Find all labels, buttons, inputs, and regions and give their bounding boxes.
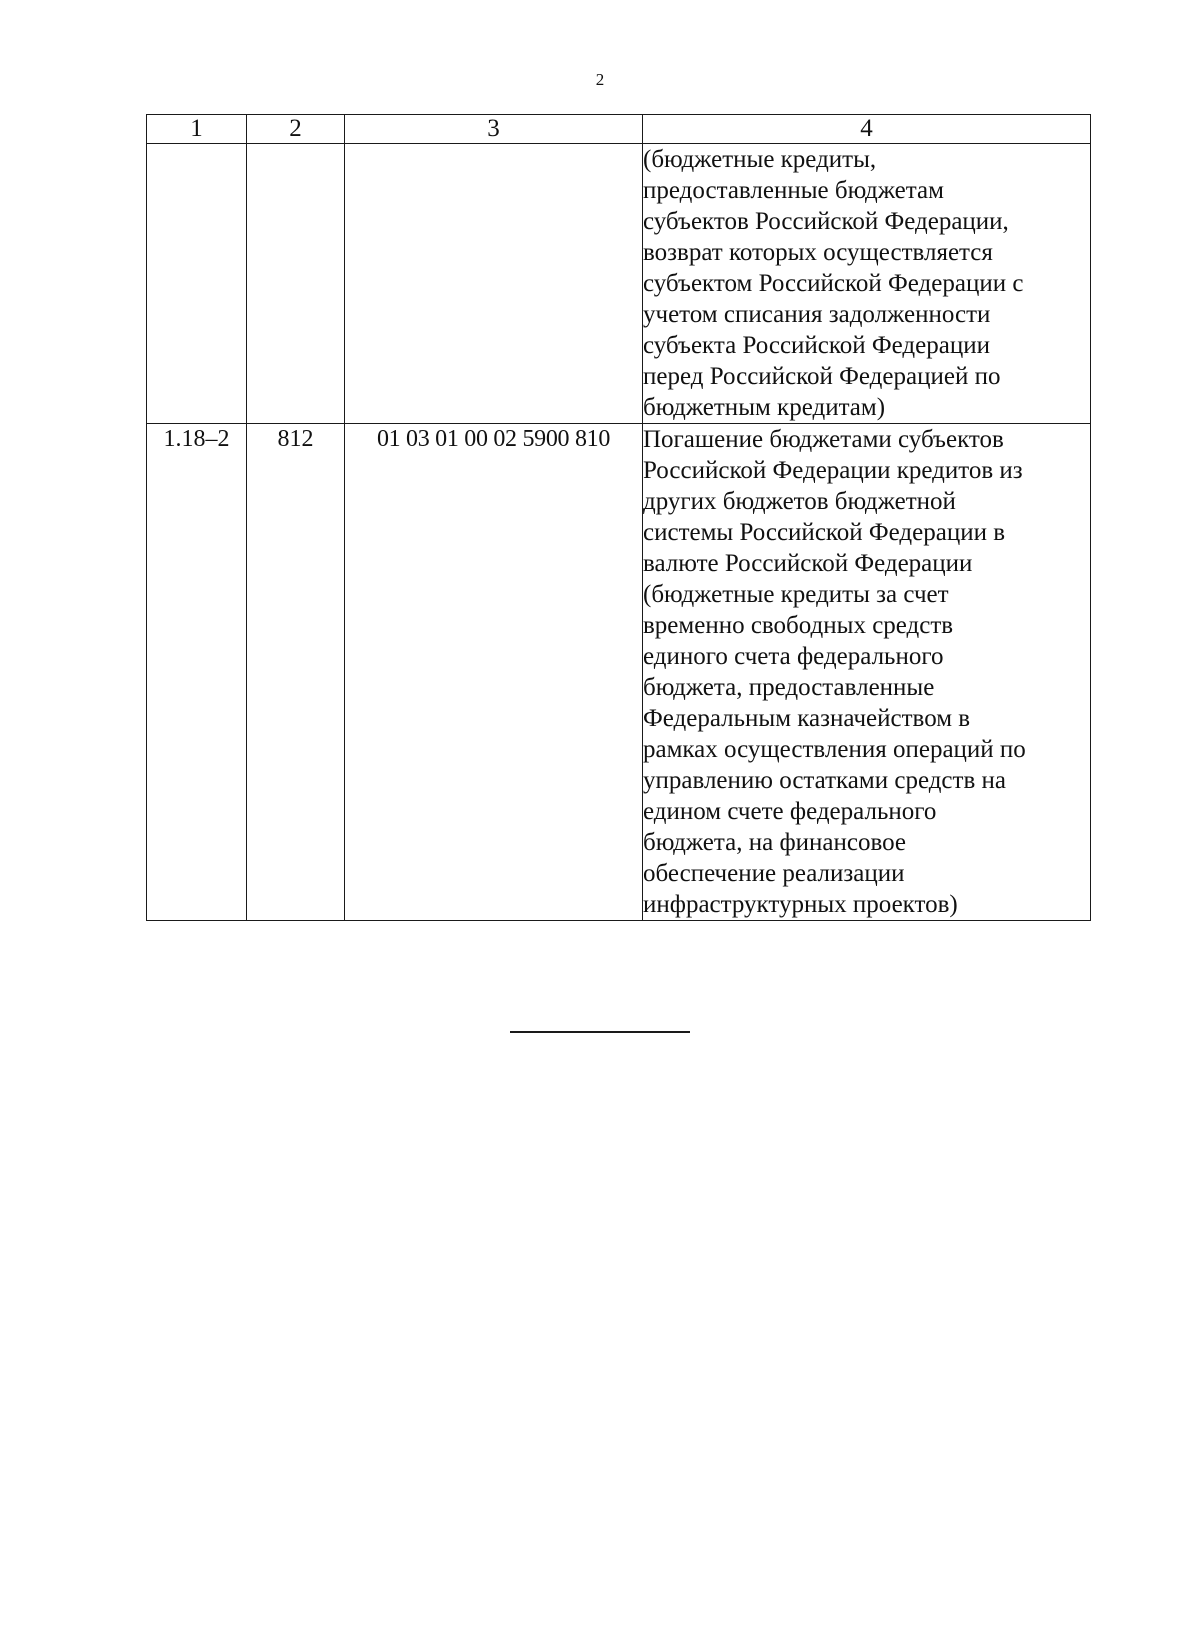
column-header-2: 2 bbox=[247, 115, 345, 144]
closing-rule bbox=[510, 1031, 690, 1033]
row-number-cell bbox=[147, 144, 247, 424]
page-number: 2 bbox=[595, 70, 605, 89]
column-header-1: 1 bbox=[147, 115, 247, 144]
budget-code-cell: 01 03 01 00 02 5900 810 bbox=[345, 424, 643, 921]
table-row bbox=[147, 144, 1091, 424]
column-header-4: 4 bbox=[643, 115, 1091, 144]
admin-code-cell bbox=[247, 144, 345, 424]
budget-table bbox=[146, 114, 1091, 921]
admin-code-cell: 812 bbox=[247, 424, 345, 921]
budget-code-cell bbox=[345, 144, 643, 424]
table-header-row bbox=[147, 115, 1091, 144]
row-number-cell: 1.18–2 bbox=[147, 424, 247, 921]
column-header-3: 3 bbox=[345, 115, 643, 144]
description-cell: (бюджетные кредиты, предоставленные бюджетам субъектов Российской Федерации, возврат которых осуществляется субъектом Российской Федерации с учетом списания задолженности субъекта Российской Федерации перед Российской Федерацией по бюджетным кредитам) bbox=[643, 144, 1091, 424]
description-cell: Погашение бюджетами субъектов Российской Федерации кредитов из других бюджетов бюджетной системы Российской Федерации в валюте Российской Федерации (бюджетные кредиты за счет временно свободных средств единого счета федерального бюджета, предоставленные Федеральным казначейством в рамках осуществления операций по управлению остатками средств на едином счете федерального бюджета, на финансовое обеспечение реализации инфраструктурных проектов) bbox=[643, 424, 1091, 921]
table-row bbox=[147, 424, 1091, 921]
